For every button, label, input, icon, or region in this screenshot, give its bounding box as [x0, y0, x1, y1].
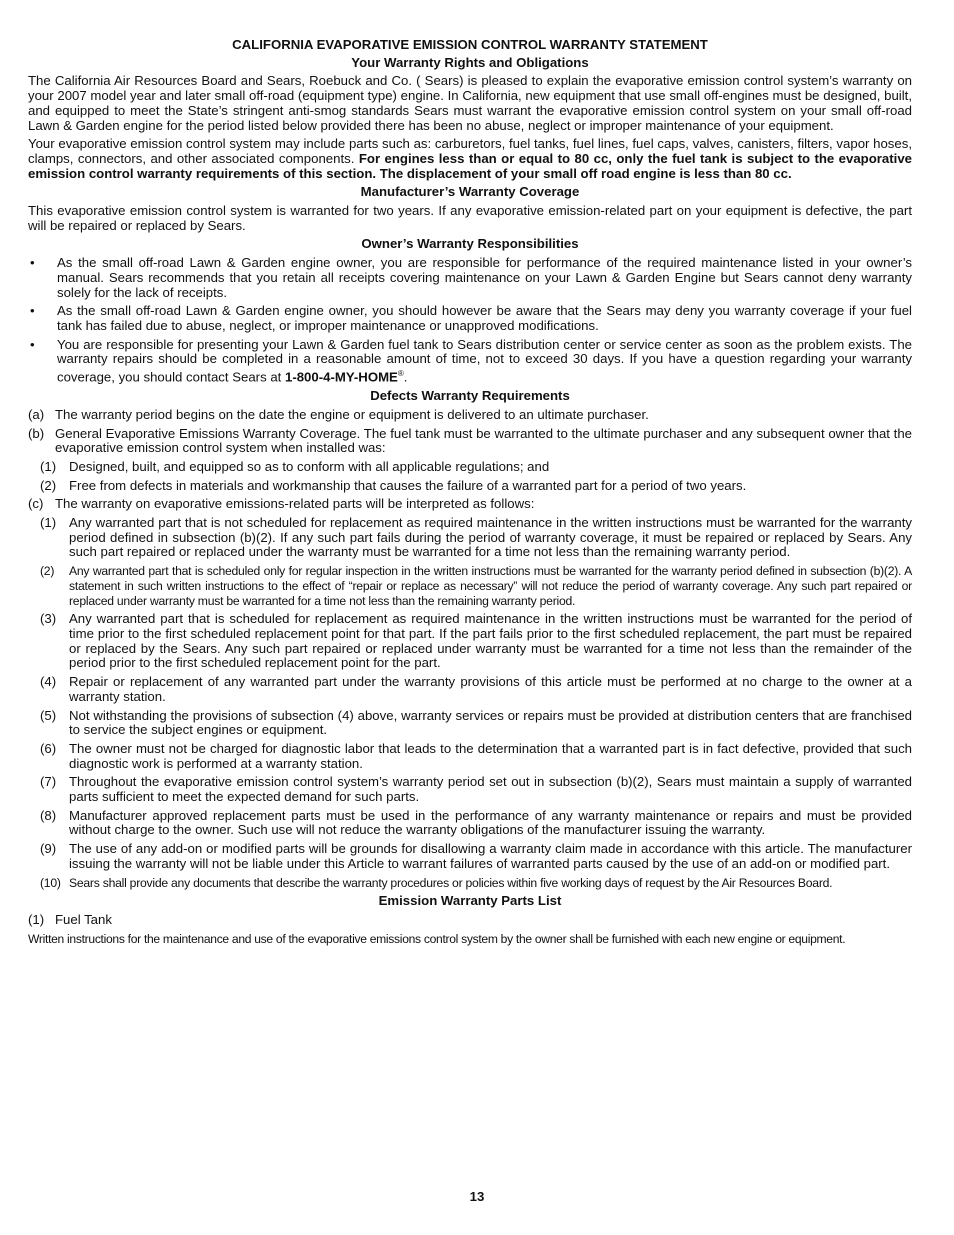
list-text: Free from defects in materials and workmanship that causes the failure of a warranted part for a period of two years.	[69, 477, 747, 493]
registered-mark: ®	[397, 369, 404, 379]
list-item	[28, 479, 912, 494]
list-item	[28, 460, 912, 475]
list-item	[28, 612, 912, 671]
bullet-item	[28, 338, 912, 386]
list-text: The warranty period begins on the date the engine or equipment is delivered to an ultimate purchaser.	[55, 406, 649, 422]
bullet-text: As the small off-road Lawn & Garden engine owner, you should however be aware that the Sears may deny you warranty coverage if your fuel tank has failed due to abuse, neglect, or improper maintenance or unapproved modifications.	[57, 303, 912, 333]
page-number: 13	[469, 1189, 485, 1204]
list-text: Sears shall provide any documents that describe the warranty procedures or policies within five working days of request by the Air Resources Board.	[69, 875, 833, 890]
list-item	[28, 809, 912, 838]
list-text: Repair or replacement of any warranted part under the warranty provisions of this article must be performed at no charge to the owner at a warranty station.	[69, 674, 912, 704]
section-heading-coverage: Manufacturer’s Warranty Coverage	[360, 184, 580, 200]
list-marker: (8)	[40, 807, 57, 823]
list-item	[28, 913, 912, 928]
list-marker: (a)	[28, 406, 45, 422]
section-heading-defects: Defects Warranty Requirements	[370, 388, 570, 404]
bullet-marker: •	[30, 336, 35, 352]
list-text: The warranty on evaporative emissions-related parts will be interpreted as follows:	[55, 496, 535, 512]
list-text: General Evaporative Emissions Warranty Coverage. The fuel tank must be warranted to the ultimate purchaser and any subsequent owner that the evaporative emission control system when installed was:	[55, 425, 912, 456]
list-item	[28, 564, 912, 608]
list-marker: (6)	[40, 740, 57, 756]
bullet-item	[28, 256, 912, 300]
bullet-marker: •	[30, 255, 35, 271]
list-item	[28, 497, 912, 512]
list-marker: (1)	[40, 458, 57, 474]
list-marker: (2)	[40, 477, 57, 493]
list-marker: (3)	[40, 611, 57, 627]
system-parts-text: Your evaporative emission control system may include parts such as: carburetors, fuel tanks, fuel lines, fuel caps, valves, canisters, filters, vapor hoses, clamps, connectors, and other associated components.	[28, 136, 912, 166]
list-item	[28, 675, 912, 704]
warranty-document	[28, 38, 912, 946]
list-marker: (4)	[40, 674, 57, 690]
list-item	[28, 775, 912, 804]
list-text: The owner must not be charged for diagnostic labor that leads to the determination that a warranted part is in fact defective, provided that such diagnostic work is performed at a warranty station.	[69, 740, 912, 771]
bullet-text: As the small off-road Lawn & Garden engine owner, you are responsible for performance of the required maintenance listed in your owner’s manual. Sears recommends that you retain all receipts covering maintenance on your Lawn & Garden Engine but Sears cannot deny warranty solely for the lack of receipts.	[57, 255, 912, 300]
list-item	[28, 427, 912, 456]
list-text: Any warranted part that is scheduled for replacement as required maintenance in the written instructions must be warranted for the period of time prior to the first scheduled replacement point for that part. If the part fails prior to the first scheduled replacement, the part must be repaired or replaced by the Sears. Any such part repaired or replaced under warranty must be warranted for a time not less than the remainder of the period prior to the first scheduled replacement point for the part.	[69, 611, 912, 671]
presenting-text: You are responsible for presenting your Lawn & Garden fuel tank to Sears distribution center or service center as soon as the problem exists. The warranty repairs should be completed in a reasonable amount of time, not to exceed 30 days. If you have a question regarding your warranty coverage, you should contact Sears at	[57, 336, 912, 385]
section-heading-rights: Your Warranty Rights and Obligations	[351, 54, 589, 70]
bullet-marker: •	[30, 303, 35, 319]
section-heading-parts-list: Emission Warranty Parts List	[378, 893, 562, 909]
bullet-text	[57, 338, 912, 386]
list-marker: (2)	[40, 564, 55, 579]
list-text: The use of any add-on or modified parts will be grounds for disallowing a warranty claim made in accordance with this article. The manufacturer issuing the warranty will not be liable under this Article to warrant failures of warranted parts caused by the use of an add-on or modified part.	[69, 841, 912, 871]
list-item	[28, 709, 912, 738]
list-item	[28, 408, 912, 423]
list-marker: (10)	[40, 875, 61, 890]
list-text: Not withstanding the provisions of subsection (4) above, warranty services or repairs must be provided at distribution centers that are franchised to service the subject engines or equipment.	[69, 707, 912, 738]
document-title: CALIFORNIA EVAPORATIVE EMISSION CONTROL WARRANTY STATEMENT	[232, 37, 708, 52]
list-marker: (c)	[28, 496, 44, 512]
list-text: Any warranted part that is scheduled only for regular inspection in the written instructions must be warranted for the warranty period defined in subsection (b)(2). A statement in such written instructions to the effect of “repair or replace as necessary” will not reduce the period of warranty coverage. Any such part repaired or replaced under warranty must be warranted for a time not less than the remaining warranty period.	[69, 564, 912, 608]
list-marker: (7)	[40, 774, 57, 790]
list-marker: (1)	[28, 911, 45, 927]
list-marker: (5)	[40, 707, 57, 723]
list-text: Any warranted part that is not scheduled for replacement as required maintenance in the written instructions must be warranted for the warranty period defined in subsection (b)(2). If any such part fails during the period of warranty coverage, it must be repaired or replaced by Sears. Any such part repaired or replaced under the warranty must be warranted for a time not less than the remaining warranty period.	[69, 515, 912, 560]
section-heading-owner-responsibilities: Owner’s Warranty Responsibilities	[361, 236, 579, 252]
list-marker: (b)	[28, 425, 45, 441]
list-text: Designed, built, and equipped so as to conform with all applicable regulations; and	[69, 458, 550, 474]
paragraph-rights-intro: The California Air Resources Board and Sears, Roebuck and Co. ( Sears) is pleased to explain the evaporative emission control system’s warranty on your 2007 model year and later small off-road (equipment type) engine. In California, new equipment that use small off-engines must be designed, built, and equipped to meet the State’s stringent anti-smog standards Sears must warrant the evaporative emission control system on your small off-road Lawn & Garden engine for the period listed below provided there has been no abuse, neglect or improper maintenance of your equipment.	[28, 73, 912, 133]
list-item	[28, 516, 912, 560]
list-text: Throughout the evaporative emission control system’s warranty period set out in subsection (b)(2), Sears must maintain a supply of warranted parts sufficient to meet the expected demand for such parts.	[69, 774, 912, 805]
list-item	[28, 876, 912, 891]
system-parts-bold-text: For engines less than or equal to 80 cc, only the fuel tank is subject to the evaporative emission control warranty requirements of this section. The displacement of your small off road engine is less than 80 cc.	[28, 150, 912, 181]
paragraph-coverage: This evaporative emission control system is warranted for two years. If any evaporative emission-related part on your equipment is defective, the part will be repaired or replaced by Sears.	[28, 203, 912, 233]
maintenance-instructions-note: Written instructions for the maintenance and use of the evaporative emissions control system by the owner shall be furnished with each new engine or equipment.	[28, 931, 846, 946]
list-marker: (9)	[40, 841, 57, 857]
list-text: Manufacturer approved replacement parts must be used in the performance of any warranty maintenance or repairs and must be provided without charge to the owner. Such use will not reduce the warranty obligations of the manufacturer issuing the warranty.	[69, 807, 912, 838]
list-marker: (1)	[40, 515, 57, 531]
phone-number: 1-800-4-MY-HOME	[285, 369, 398, 385]
list-item	[28, 842, 912, 871]
list-item	[28, 742, 912, 771]
bullet-item	[28, 304, 912, 333]
paragraph-system-parts	[28, 137, 912, 181]
sentence-end: .	[403, 369, 408, 385]
list-text: Fuel Tank	[55, 911, 112, 927]
